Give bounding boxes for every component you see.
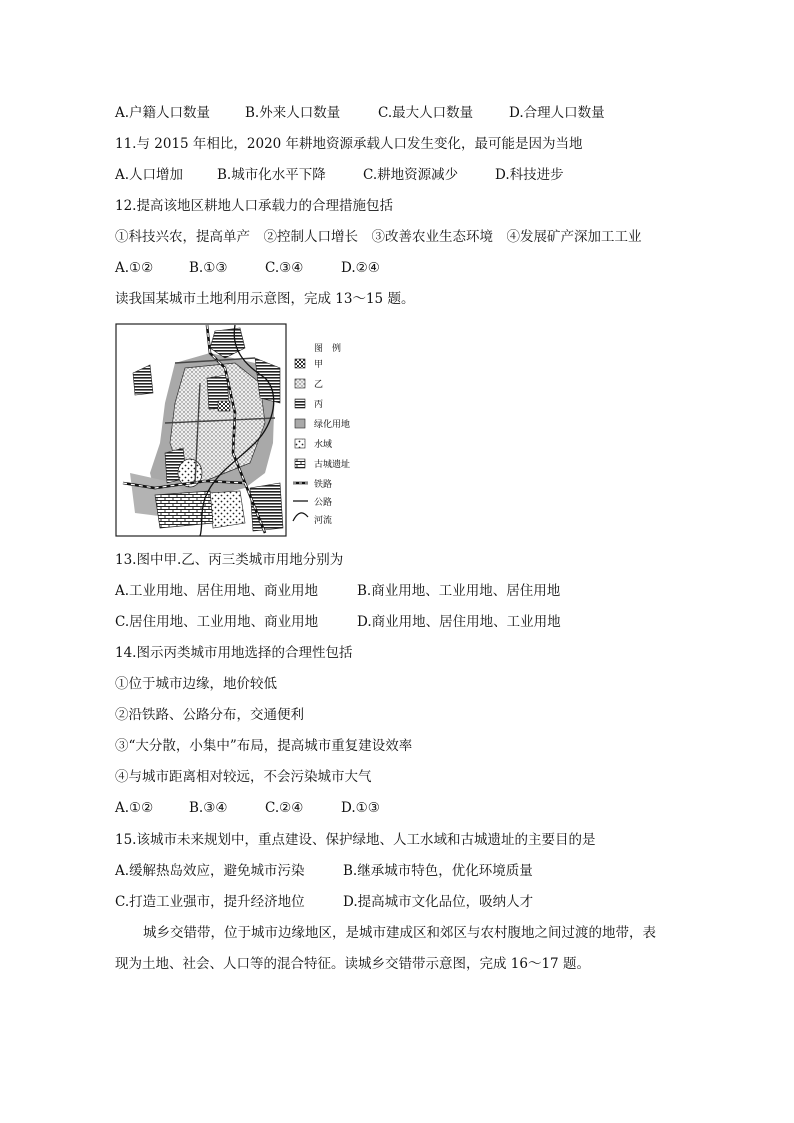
q10-option-b: B.外来人口数量 [245, 105, 341, 121]
intro-16-17-line2: 现为土地、社会、人口等的混合特征。读城乡交错带示意图，完成 16～17 题。 [115, 956, 590, 972]
q11-stem: 11.与 2015 年相比，2020 年耕地资源承载人口发生变化，最可能是因为当地 [115, 136, 583, 152]
q11-option-d: D.科技进步 [495, 167, 564, 183]
q14-option-b: B.③④ [189, 800, 228, 816]
q15-option-d: D.提高城市文化品位，吸纳人才 [343, 894, 534, 910]
land-use-map-graphic [115, 323, 365, 538]
q15-option-b: B.继承城市特色，优化环境质量 [343, 863, 533, 879]
q13-option-c: C.居住用地、工业用地、商业用地 [115, 614, 319, 630]
q15-stem: 15.该城市未来规划中，重点建设、保护绿地、人工水域和古城遗址的主要目的是 [115, 832, 596, 848]
q14-statement-4: ④与城市距离相对较远，不会污染城市大气 [115, 769, 372, 785]
legend-item-yi: 乙 [314, 380, 324, 390]
intro-16-17-line1: 城乡交错带，位于城市边缘地区，是城市建成区和郊区与农村腹地之间过渡的地带，表 [143, 925, 656, 941]
q15-option-c: C.打造工业强市，提升经济地位 [115, 894, 305, 910]
land-use-map [115, 323, 365, 538]
q12-option-a: A.①② [115, 260, 154, 276]
q13-stem: 13.图中甲.乙、丙三类城市用地分别为 [115, 552, 344, 568]
legend-item-water: 水域 [314, 440, 333, 450]
legend-item-railway: 铁路 [314, 480, 333, 490]
q13-option-d: D.商业用地、居住用地、工业用地 [357, 614, 561, 630]
legend-item-river: 河流 [314, 516, 333, 526]
q10-option-d: D.合理人口数量 [509, 105, 605, 121]
q14-option-a: A.①② [115, 800, 154, 816]
q14-statement-1: ①位于城市边缘，地价较低 [115, 676, 277, 692]
q10-option-a: A.户籍人口数量 [115, 105, 211, 121]
q11-option-a: A.人口增加 [115, 167, 184, 183]
q12-statements: ①科技兴农，提高单产 ②控制人口增长 ③改善农业生态环境 ④发展矿产深加工工业 [115, 229, 642, 245]
q13-option-a: A.工业用地、居住用地、商业用地 [115, 583, 319, 599]
q10-option-c: C.最大人口数量 [378, 105, 474, 121]
q11-option-b: B.城市化水平下降 [217, 167, 326, 183]
q14-stem: 14.图示丙类城市用地选择的合理性包括 [115, 645, 353, 661]
q15-option-a: A.缓解热岛效应，避免城市污染 [115, 863, 305, 879]
legend-item-green: 绿化用地 [314, 420, 351, 430]
q14-statement-3: ③“大分散，小集中”布局，提高城市重复建设效率 [115, 738, 413, 754]
q14-option-d: D.①③ [341, 800, 380, 816]
legend-item-ancient: 古城遗址 [314, 460, 351, 470]
q12-option-c: C.③④ [265, 260, 304, 276]
q14-statement-2: ②沿铁路、公路分布，交通便利 [115, 707, 304, 723]
q12-stem: 12.提高该地区耕地人口承载力的合理措施包括 [115, 198, 393, 214]
legend-item-jia: 甲 [314, 360, 324, 370]
q12-option-d: D.②④ [341, 260, 380, 276]
q14-option-c: C.②④ [265, 800, 304, 816]
intro-13-15: 读我国某城市土地利用示意图，完成 13～15 题。 [115, 291, 415, 307]
legend-title: 图 例 [314, 344, 342, 354]
q13-option-b: B.商业用地、工业用地、居住用地 [357, 583, 561, 599]
q11-option-c: C.耕地资源减少 [363, 167, 459, 183]
q12-option-b: B.①③ [189, 260, 228, 276]
legend-item-bing: 丙 [314, 400, 324, 410]
legend-item-road: 公路 [314, 498, 333, 508]
